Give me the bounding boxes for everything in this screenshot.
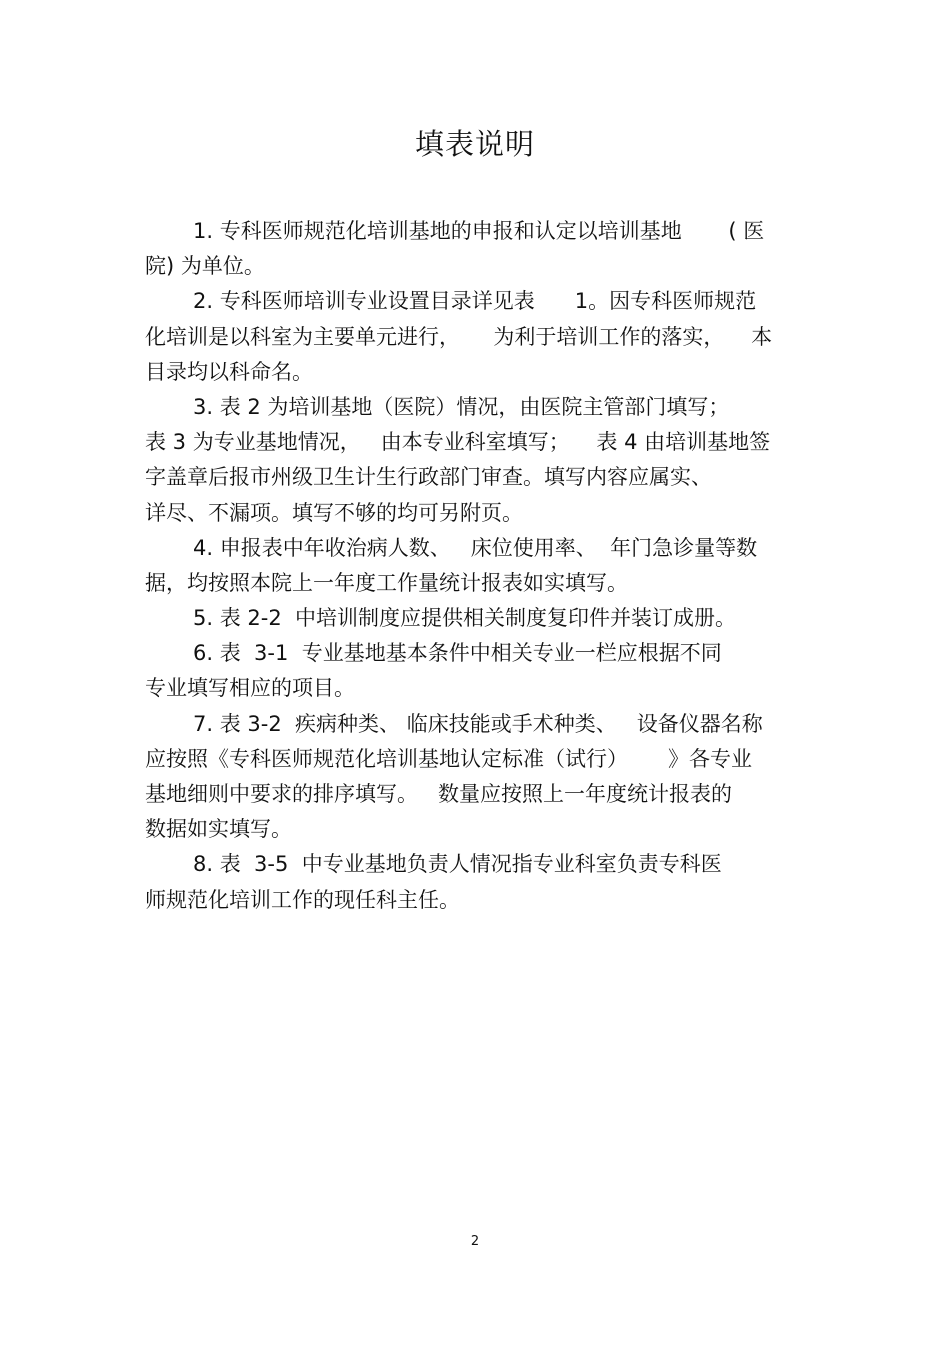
text-line: 院) 为单位。	[145, 254, 265, 279]
text-line: 5. 表 2-2 中培训制度应提供相关制度复印件并装订成册。	[193, 606, 737, 631]
paragraph-1	[145, 214, 807, 284]
instructions-body	[145, 214, 807, 918]
paragraph-8	[145, 847, 807, 917]
text-line: 化培训是以科室为主要单元进行， 为利于培训工作的落实， 本	[145, 324, 773, 349]
text-line: 6. 表 3-1 专业基地基本条件中相关专业一栏应根据不同	[193, 641, 722, 666]
paragraph-7	[145, 707, 807, 848]
text-line: 4. 申报表中年收治病人数、 床位使用率、 年门急诊量等数	[193, 535, 758, 560]
text-line: 目录均以科命名。	[145, 359, 313, 384]
text-line: 2. 专科医师培训专业设置目录详见表 1。因专科医师规范	[193, 289, 757, 314]
page-number: 2	[470, 1234, 480, 1249]
paragraph-6	[145, 636, 807, 706]
text-line: 7. 表 3-2 疾病种类、 临床技能或手术种类、 设备仪器名称	[193, 711, 763, 736]
text-line: 1. 专科医师规范化培训基地的申报和认定以培训基地 ( 医	[193, 219, 765, 243]
paragraph-2	[145, 284, 807, 390]
text-line: 详尽、不漏项。填写不够的均可另附页。	[145, 500, 523, 525]
text-line: 师规范化培训工作的现任科主任。	[145, 887, 460, 912]
text-line: 基地细则中要求的排序填写。 数量应按照上一年度统计报表的	[145, 782, 733, 806]
document-title: 填表说明	[414, 127, 535, 161]
paragraph-3	[145, 390, 807, 531]
paragraph-5	[145, 601, 807, 636]
text-line: 表 3 为专业基地情况， 由本专业科室填写； 表 4 由培训基地签	[145, 430, 771, 455]
text-line: 字盖章后报市州级卫生计生行政部门审查。填写内容应属实、	[145, 465, 712, 490]
text-line: 应按照《专科医师规范化培训基地认定标准（试行） 》各专业	[145, 746, 753, 771]
text-line: 数据如实填写。	[145, 817, 292, 842]
text-line: 据，均按照本院上一年度工作量统计报表如实填写。	[145, 570, 628, 595]
text-line: 8. 表 3-5 中专业基地负责人情况指专业科室负责专科医	[193, 852, 722, 877]
text-line: 专业填写相应的项目。	[145, 676, 355, 701]
text-line: 3. 表 2 为培训基地（医院）情况，由医院主管部门填写；	[193, 394, 730, 419]
paragraph-4	[145, 531, 807, 601]
